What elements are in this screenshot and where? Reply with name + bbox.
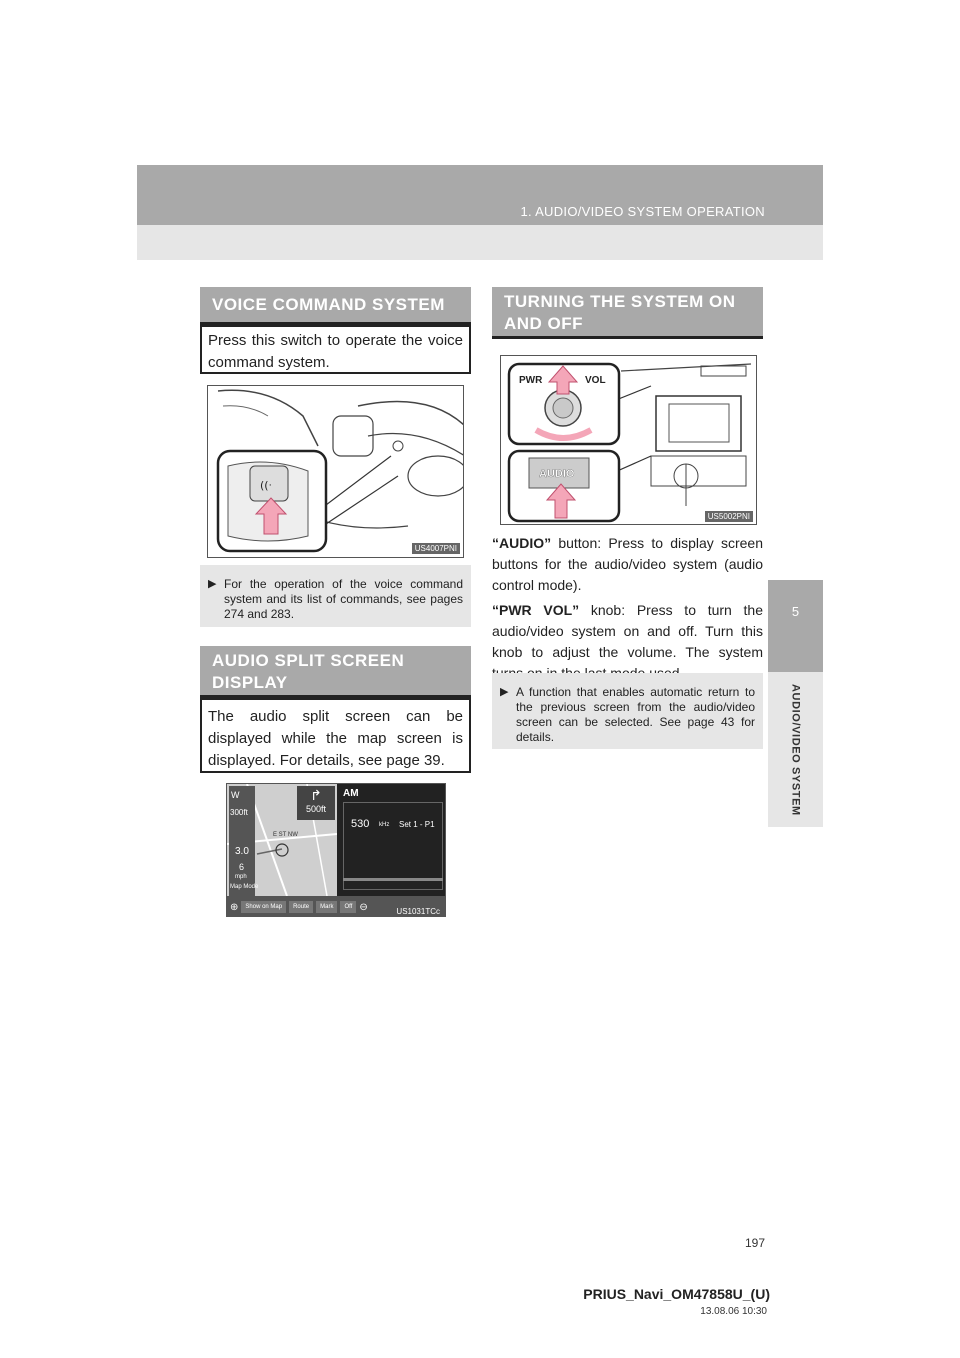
chapter-tab — [768, 580, 823, 672]
split-screen-intro: The audio split screen can be displayed while the map screen is displayed. For details, see page 39. — [200, 698, 471, 773]
audio-controls-illustration — [500, 355, 757, 525]
chapter-number: 5 — [791, 604, 800, 619]
steering-wheel-drawing — [208, 386, 464, 558]
print-date: 13.08.06 10:30 — [700, 1306, 767, 1317]
split-screen-illustration — [226, 783, 446, 917]
audio-display — [343, 802, 443, 890]
voice-note — [200, 565, 471, 627]
preset-label: Set 1 - P1 — [399, 820, 435, 829]
band-label: AM — [343, 788, 359, 799]
zoom-out-icon[interactable]: ⊖ — [359, 901, 368, 913]
split-screen-heading: AUDIO SPLIT SCREEN DISPLAY — [200, 646, 471, 698]
off-button[interactable]: Off — [340, 901, 356, 913]
zoom-in-icon[interactable]: ⊕ — [230, 901, 239, 913]
document-id: PRIUS_Navi_OM47858U_(U) — [583, 1286, 770, 1302]
speed-value: 3.0 — [235, 846, 249, 857]
auto-return-note — [492, 673, 763, 749]
speed-value-2: 6 — [239, 862, 245, 872]
frequency-value: 530 — [351, 818, 370, 830]
bullet-icon: ▶ — [500, 686, 509, 698]
section-title: 1. AUDIO/VIDEO SYSTEM OPERATION — [520, 204, 765, 219]
compass-label: W — [231, 790, 240, 800]
header-subband — [137, 225, 823, 260]
auto-return-note-text: A function that enables automatic return to the previous screen from the audio/video screen can be selected. See page 43 for details. — [516, 685, 755, 744]
speed-unit: mph — [235, 874, 247, 880]
audio-bar — [343, 878, 443, 881]
audio-button-description: “AUDIO” button: Press to display screen buttons for the audio/video system (audio control mode). — [492, 535, 763, 593]
turn-indicator: ↱ 500ft — [297, 786, 335, 820]
voice-note-text: For the operation of the voice command system and its list of commands, see pages 274 and 283. — [224, 577, 463, 621]
mark-button[interactable]: Mark — [316, 901, 337, 913]
on-off-heading: TURNING THE SYSTEM ON AND OFF — [492, 287, 763, 339]
voice-command-heading: VOICE COMMAND SYSTEM — [200, 287, 471, 325]
svg-text:((ᐧ: ((ᐧ — [260, 479, 272, 492]
show-on-map-button[interactable]: Show on Map — [241, 901, 286, 913]
pwr-label: PWR — [519, 375, 543, 386]
chapter-label: AUDIO/VIDEO SYSTEM — [789, 683, 802, 816]
scale-label: 300ft — [230, 808, 248, 817]
steering-switch-illustration — [207, 385, 464, 558]
page-number: 197 — [744, 1236, 765, 1250]
voice-command-intro: Press this switch to operate the voice command system. — [200, 325, 471, 374]
audio-area — [337, 784, 446, 896]
audio-label: AUDIO — [539, 468, 575, 480]
map-mode-button[interactable]: Map Mode — [230, 884, 259, 890]
image-code: US4007PNI — [412, 543, 460, 554]
image-code: US5002PNI — [705, 511, 753, 522]
pwr-vol-description: “PWR VOL” knob: Press to turn the audio/video system on and off. Turn this knob to adjust the volume. The system — [492, 602, 763, 660]
image-code: US1031TCc — [393, 906, 443, 917]
street-label: E ST NW — [273, 832, 298, 838]
map-area — [227, 784, 337, 896]
dashboard-drawing — [501, 356, 757, 525]
route-button[interactable]: Route — [289, 901, 313, 913]
bullet-icon: ▶ — [208, 578, 217, 590]
frequency-unit: kHz — [379, 822, 390, 828]
turn-arrow-icon: ↱ — [310, 787, 322, 803]
vol-label: VOL — [585, 375, 606, 386]
